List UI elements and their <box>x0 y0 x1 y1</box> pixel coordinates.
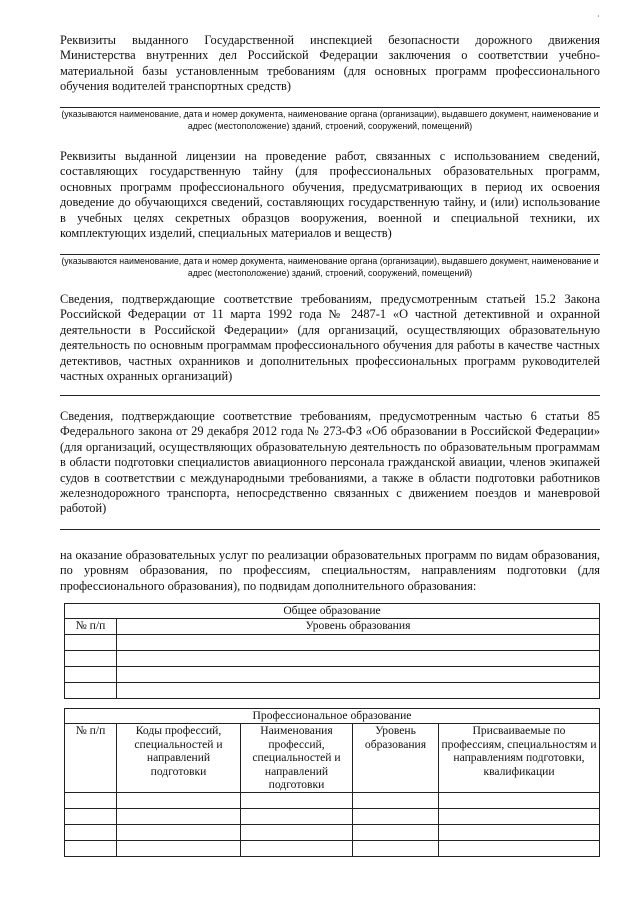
table-cell[interactable] <box>439 824 600 840</box>
professional-education-table <box>64 708 600 857</box>
table-cell[interactable] <box>65 808 117 824</box>
page-mark: · <box>597 12 600 21</box>
fill-line[interactable] <box>60 254 600 255</box>
table-row <box>65 667 600 683</box>
table-cell[interactable] <box>117 667 600 683</box>
table-cell[interactable] <box>117 792 241 808</box>
table-cell[interactable] <box>241 824 353 840</box>
field-hint: (указываются наименование, дата и номер документа, наименование органа (организации), выдавшего документ, наименование и адрес (местоположение) зданий, строений, сооружений, помещений) <box>61 256 599 278</box>
table-cell[interactable] <box>241 792 353 808</box>
table-cell[interactable] <box>65 635 117 651</box>
column-header-level: Уровень образования <box>117 619 600 635</box>
table-cell[interactable] <box>241 840 353 856</box>
table-row <box>65 683 600 699</box>
table-cell[interactable] <box>117 808 241 824</box>
table-cell[interactable] <box>117 824 241 840</box>
column-header-level: Уровень образования <box>353 724 439 793</box>
education-services-paragraph: на оказание образовательных услуг по реализации образовательных программ по видам образования, по уровням образования, по профессиям, специальностям, направлениям подготовки (для профессионального образования), по подвидам дополнительного образования: <box>60 548 600 593</box>
table-row <box>65 808 600 824</box>
fill-line[interactable] <box>60 529 600 530</box>
detective-security-requirements-paragraph: Сведения, подтверждающие соответствие требованиям, предусмотренным статьей 15.2 Закона Российской Федерации от 11 марта 1992 года № 2487-1 «О частной детективной и охранной деятельности в Российской Федерации» (для организаций, осуществляющих образовательную деятельность по основным программам профессионального обучения для работы в качестве частных детективов, частных охранников и дополнительных профессиональных программ руководителей частных охранных организаций) <box>60 292 600 384</box>
aviation-rail-requirements-paragraph: Сведения, подтверждающие соответствие требованиям, предусмотренным частью 6 статьи 85 Федерального закона от 29 декабря 2012 года № 273-ФЗ «Об образовании в Российской Федерации» (для организаций, осуществляющих образовательную деятельность по образовательным программам в области подготовки специалистов авиационного персонала гражданской авиации, членов экипажей судов в соответствии с международными требованиями, а также в области подготовки работников железнодорожного транспорта, непосредственно связанных с движением поездов и маневровой работой) <box>60 409 600 516</box>
gibdd-requisites-paragraph: Реквизиты выданного Государственной инспекцией безопасности дорожного движения Министерства внутренних дел Российской Федерации заключения о соответствии учебно-материальной базы установленным требованиям (для основных программ профессионального обучения водителей транспортных средств) <box>60 33 600 94</box>
table-cell[interactable] <box>65 792 117 808</box>
table-cell[interactable] <box>117 683 600 699</box>
table-title: Профессиональное образование <box>65 709 600 724</box>
table-row <box>65 824 600 840</box>
table-row <box>65 635 600 651</box>
table-cell[interactable] <box>65 683 117 699</box>
column-header-number: № п/п <box>65 619 117 635</box>
table-row <box>65 840 600 856</box>
license-requisites-paragraph: Реквизиты выданной лицензии на проведение работ, связанных с использованием сведений, составляющих государственную тайну (для профессиональных образовательных программ, основных программ профессионального обучения, предусматривающих в период их освоения доведение до обучающихся сведений, составляющих государственную тайну, и (или) использование в учебных целях секретных образцов вооружения, военной и специальной техники, их комплектующих изделий, специальных материалов и веществ) <box>60 149 600 241</box>
table-cell[interactable] <box>65 651 117 667</box>
table-cell[interactable] <box>353 840 439 856</box>
fill-line[interactable] <box>60 107 600 108</box>
field-hint: (указываются наименование, дата и номер документа, наименование органа (организации), выдавшего документ, наименование и адрес (местоположение) зданий, строений, сооружений, помещений) <box>61 109 599 131</box>
column-header-names: Наименования профессий, специальностей и направлений подготовки <box>241 724 353 793</box>
table-cell[interactable] <box>439 792 600 808</box>
column-header-qualifications: Присваиваемые по профессиям, специальностям и направлениям подготовки, квалификации <box>439 724 600 793</box>
table-cell[interactable] <box>439 808 600 824</box>
general-education-table <box>64 603 600 699</box>
table-cell[interactable] <box>353 808 439 824</box>
table-cell[interactable] <box>65 824 117 840</box>
table-title: Общее образование <box>65 604 600 619</box>
column-header-number: № п/п <box>65 724 117 793</box>
table-cell[interactable] <box>117 840 241 856</box>
table-cell[interactable] <box>439 840 600 856</box>
table-cell[interactable] <box>117 651 600 667</box>
fill-line[interactable] <box>60 395 600 396</box>
table-cell[interactable] <box>353 792 439 808</box>
table-cell[interactable] <box>241 808 353 824</box>
table-row <box>65 651 600 667</box>
table-cell[interactable] <box>117 635 600 651</box>
column-header-codes: Коды профессий, специальностей и направлений подготовки <box>117 724 241 793</box>
table-cell[interactable] <box>65 667 117 683</box>
table-cell[interactable] <box>65 840 117 856</box>
table-cell[interactable] <box>353 824 439 840</box>
table-row <box>65 792 600 808</box>
